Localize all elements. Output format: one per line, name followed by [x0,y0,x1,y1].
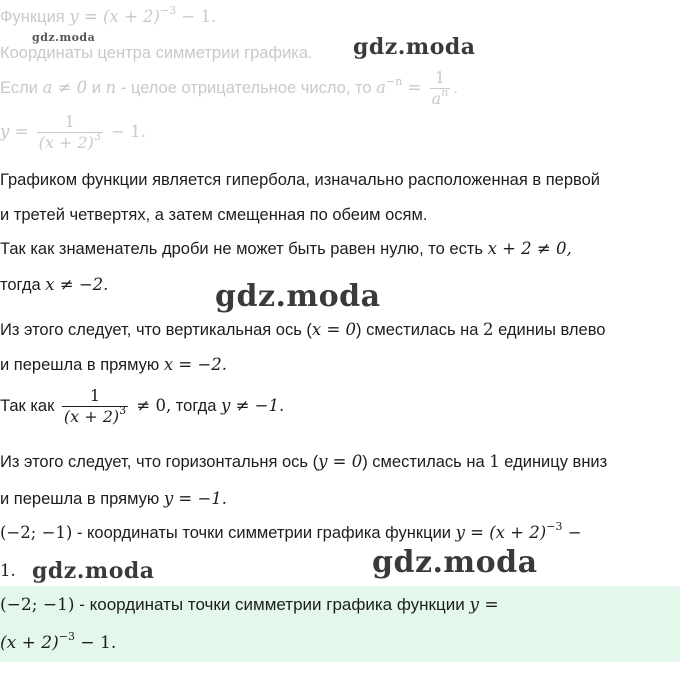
answer-text: - координаты точки симметрии графика функции [74,595,470,614]
body-line-9-text: и перешла в прямую [0,490,164,508]
body-line-11-math: 1. [0,561,16,580]
body-line-7-fraction-num: 1 [89,386,101,406]
body-line-10-tail: − [562,523,582,542]
rule-fraction-num: 1 [434,68,446,87]
rule-if: Если [0,78,43,97]
body-line-4 [0,274,108,296]
function-label: Функция [0,8,65,26]
y-eq: y = [0,121,34,141]
watermark-right: gdz.moda [372,545,538,580]
body-line-7-text-b: тогда [171,397,222,415]
body-line-3-text: Так как знаменатель дроби не может быть равен нулю, то есть [0,240,488,258]
rule-text: - целое отрицательное число, то [116,78,377,97]
function-tail: − 1. [176,7,217,26]
body-line-10-formula: y = (x + 2) [455,523,547,542]
body-line-7-math-b: y ≠ −1. [221,396,285,415]
answer-point: (−2; −1) [0,595,75,615]
y-fraction-num: 1 [64,112,75,131]
center-line: Координаты центра симметрии графика. [0,44,313,62]
body-line-7-fraction [62,386,128,427]
body-line-1: Графиком функции является гипербола, изначально расположенная в первой [0,171,600,189]
y-formula-line [0,112,146,153]
body-line-6-text: и перешла в прямую [0,356,164,374]
body-line-11 [0,560,16,582]
body-line-5 [0,319,605,341]
body-line-6 [0,354,227,376]
body-line-10-exponent: −3 [546,520,563,533]
body-line-3 [0,238,572,260]
body-line-7-fraction-den: $(x + 2)^3$ [63,404,127,427]
body-line-8-number: 1 [489,452,500,471]
body-line-4-math: x ≠ −2. [45,275,109,294]
body-line-5-math: x = 0 [311,320,357,339]
body-line-6-math: x = −2. [163,355,228,374]
body-line-10-point: (−2; −1) [0,523,73,542]
body-line-10-text: - координаты точки симметрии графика функции [72,524,456,542]
answer-y-eq: y = [469,595,499,615]
answer-exponent: −3 [58,630,75,643]
answer-line-2 [0,632,116,654]
answer-box [0,586,680,662]
body-line-8-math: y = 0 [318,452,363,471]
answer-formula: (x + 2) [0,633,59,653]
body-line-10 [0,522,582,544]
rule-condition: a ≠ 0 [42,77,88,97]
function-formula: y = (x + 2) [69,7,160,26]
body-line-7 [0,386,284,427]
body-line-9-math: y = −1. [163,489,228,508]
body-line-5-text-a: Из этого следует, что вертикальная ось ( [0,321,312,339]
body-line-8-text-c: единицу вниз [499,453,608,471]
rule-and: и [87,78,106,97]
y-tail: − 1. [105,121,146,141]
body-line-2: и третей четвертях, а затем смещенная по обеим осям. [0,206,428,224]
y-fraction [37,112,103,153]
body-line-8-text-b: ) сместилась на [362,453,490,471]
rule-fraction [430,68,451,109]
rule-lhs-exponent: −n [386,74,403,88]
body-line-5-number: 2 [483,320,494,339]
body-line-4-text: тогда [0,276,46,294]
body-line-8 [0,451,607,473]
y-fraction-den: $(x + 2)^3$ [38,130,101,152]
rule-eq: = [402,77,427,97]
answer-tail: − 1. [74,633,117,653]
watermark-center: gdz.moda [215,279,381,314]
answer-line-1 [0,594,499,616]
body-line-5-text-b: ) сместилась на [356,321,484,339]
body-line-7-text-a: Так как [0,397,59,415]
watermark-left: gdz.moda [32,558,155,584]
body-line-5-text-c: единиы влево [493,321,606,339]
rule-n: n [105,77,117,97]
body-line-8-text-a: Из этого следует, что горизонтальня ось ( [0,453,319,471]
body-line-9 [0,488,227,510]
watermark-header: gdz.moda [353,34,476,60]
function-exponent: −3 [159,4,177,17]
rule-end: . [453,78,458,97]
body-line-7-math: ≠ 0, [131,396,172,415]
body-line-3-math: x + 2 ≠ 0, [487,239,572,258]
watermark-small: gdz.moda [32,31,96,44]
rule-fraction-den: $a^n$ [431,86,449,108]
rule-lhs: a [376,77,386,97]
rule-line [0,68,458,109]
function-line [0,6,216,28]
